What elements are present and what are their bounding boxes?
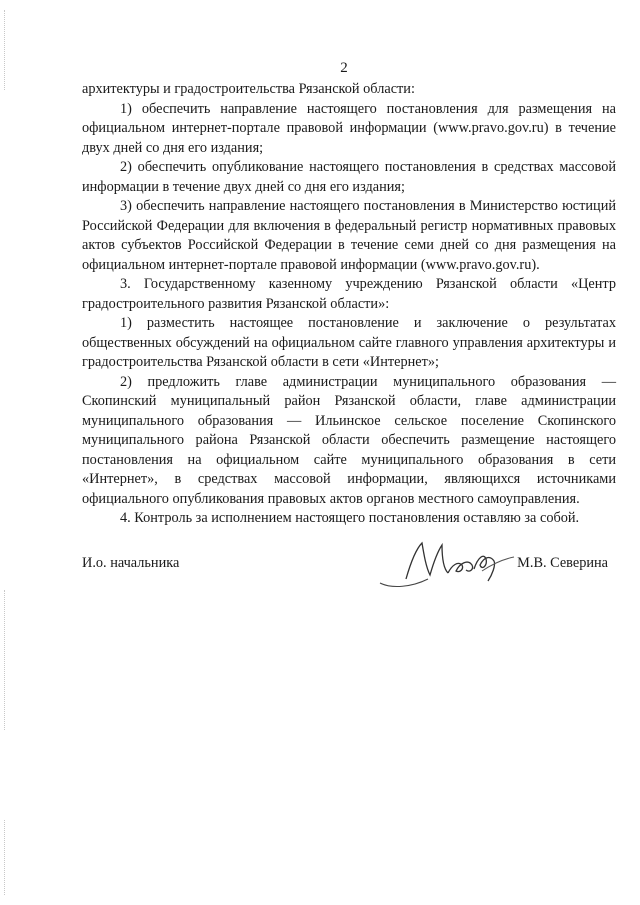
signer-title: И.о. начальника [82,555,180,571]
paragraph-clause-4: 4. Контроль за исполнением настоящего постановления оставляю за собой. [120,510,580,526]
signature-block [82,535,616,605]
paragraph-item-2-1: 1) обеспечить направление настоящего постановления для размещения на официальном интернет-портале правовой информации (www.pravo.gov.ru) в течение двух дней со дня его издания; [82,100,616,156]
scan-edge-bottom [4,820,8,895]
page-number: 2 [340,60,348,76]
handwritten-signature [370,535,520,595]
paragraph-item-3-2: 2) предложить главе администрации муниципального образования — Скопинский муниципальный район Рязанской области, главе администрации муниципального образования — Ильинское сельское поселение Скопинского муниципального района Рязанской области обеспечить размещение настоящего постановления на официальном сайте муниципального образования в сети «Интернет», в средствах массовой информации, являющихся источниками официального опубликования правовых актов органов местного самоуправления. [82,373,616,507]
paragraph-item-2-2: 2) обеспечить опубликование настоящего постановления в средствах массовой информации в течение двух дней со дня его издания; [82,159,616,195]
scan-edge-middle [4,590,8,730]
document-body [82,80,616,529]
paragraph-continuation: архитектуры и градостроительства Рязанской области: [82,81,415,97]
paragraph-clause-3: 3. Государственному казенному учреждению Рязанской области «Центр градостроительного развития Рязанской области»: [82,276,616,312]
paragraph-item-3-1: 1) разместить настоящее постановление и заключение о результатах общественных обсуждений на официальном сайте главного управления архитектуры и градостроительства Рязанской области в сети «Интернет»; [82,315,616,370]
paragraph-item-2-3: 3) обеспечить направление настоящего постановления в Министерство юстиций Российской Федерации для включения в федеральный регистр нормативных правовых актов субъектов Российской Федерации в течение семи дней со дня размещения на официальном интернет-портале правовой информации (www.pravo.gov.ru). [82,198,616,273]
signer-name: М.В. Северина [517,555,608,571]
scan-edge-top [4,10,8,90]
